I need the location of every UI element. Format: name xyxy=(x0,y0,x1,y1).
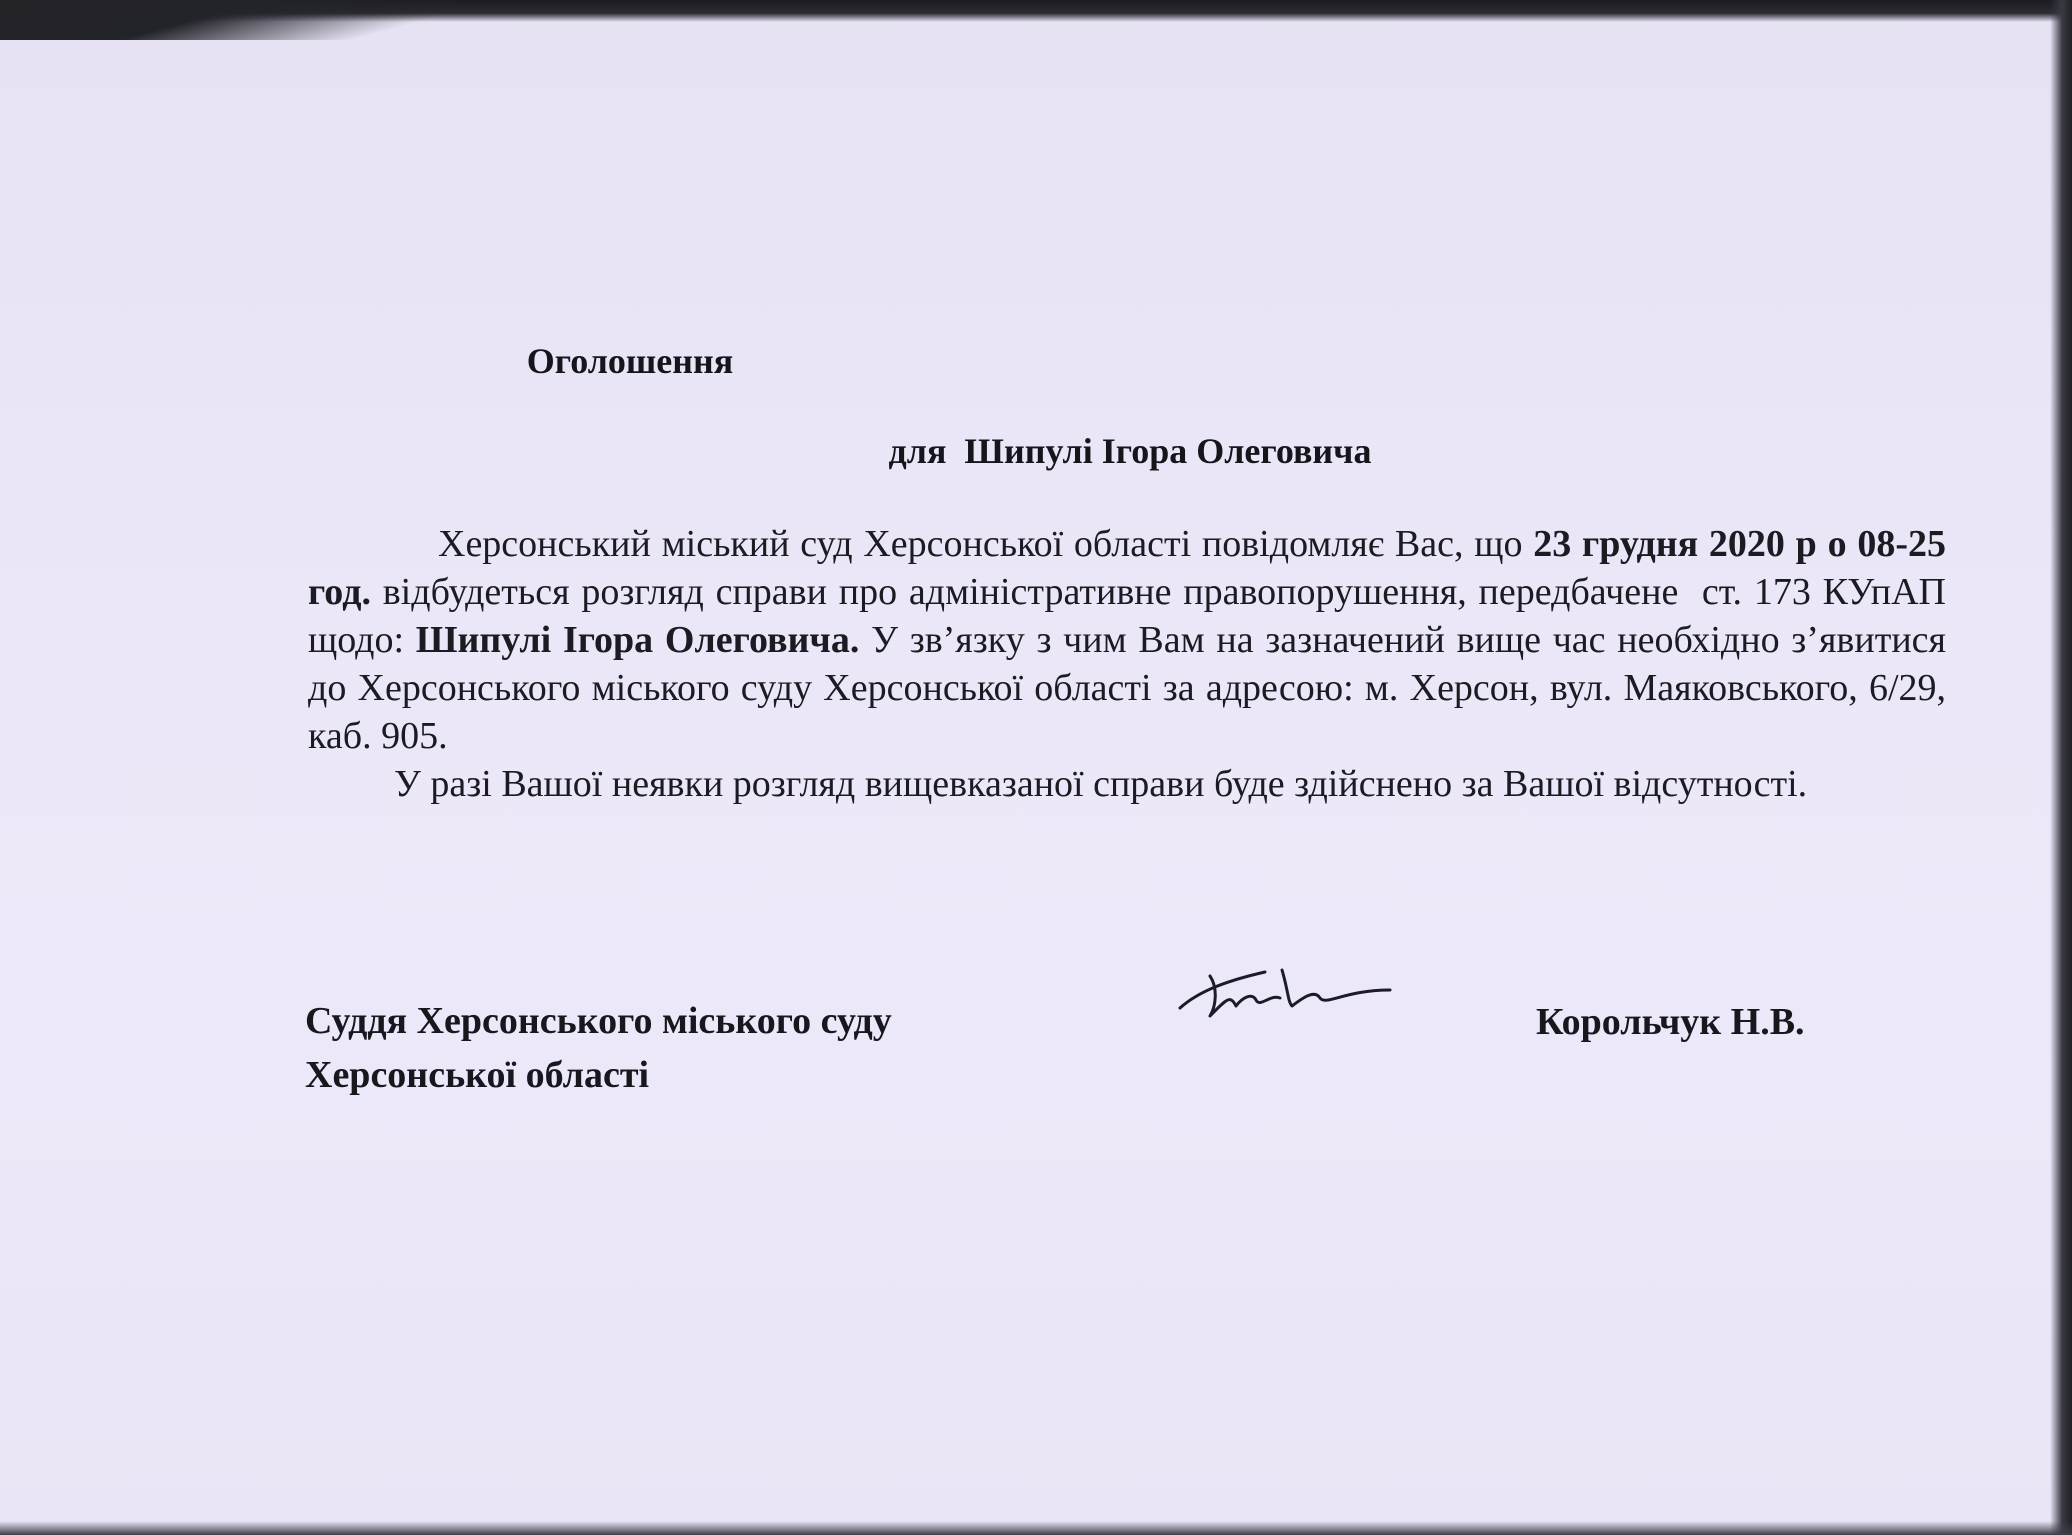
photo-edge-right xyxy=(2050,0,2072,1535)
notice-text-part1: Херсонський міський суд Херсонської області повідомляє Вас, що xyxy=(438,523,1534,565)
signatory-position-line1: Суддя Херсонського міського суду xyxy=(305,1000,892,1042)
defendant-name: Шипулі Ігора Олеговича. xyxy=(415,619,860,661)
notice-paragraph xyxy=(308,520,1956,760)
signatory-name: Корольчук Н.В. xyxy=(1536,1001,1805,1043)
handwritten-signature xyxy=(1170,950,1400,1030)
document-title: Оголошення xyxy=(526,341,734,381)
photo-edge-shadow xyxy=(0,0,520,40)
absence-paragraph: У разі Вашої неявки розгляд вищевказаної справи буде здійснено за Вашої відсутності. xyxy=(394,763,1808,805)
signatory-position-line2: Херсонської області xyxy=(305,1054,650,1096)
hearing-date-time: 23 грудня 2020 р о 08-25 год. xyxy=(308,523,1946,613)
photo-edge-bottom xyxy=(0,1521,2072,1535)
document-addressee: для Шипулі Ігора Олеговича xyxy=(888,431,1372,471)
notice-text-part2: відбудеться розгляд справи про адміністративне правопорушення, передбачене ст. 173 КУпАП щодо: xyxy=(308,571,1956,661)
notice-text-part3: У зв’язку з чим Вам на зазначений вище час необхідно з’явитися до Херсонського міського суду Херсонської області за адресою: м. Херсон, вул. Маяковського, 6/29, каб. 905. xyxy=(308,619,1946,757)
signatory-position xyxy=(305,994,892,1102)
